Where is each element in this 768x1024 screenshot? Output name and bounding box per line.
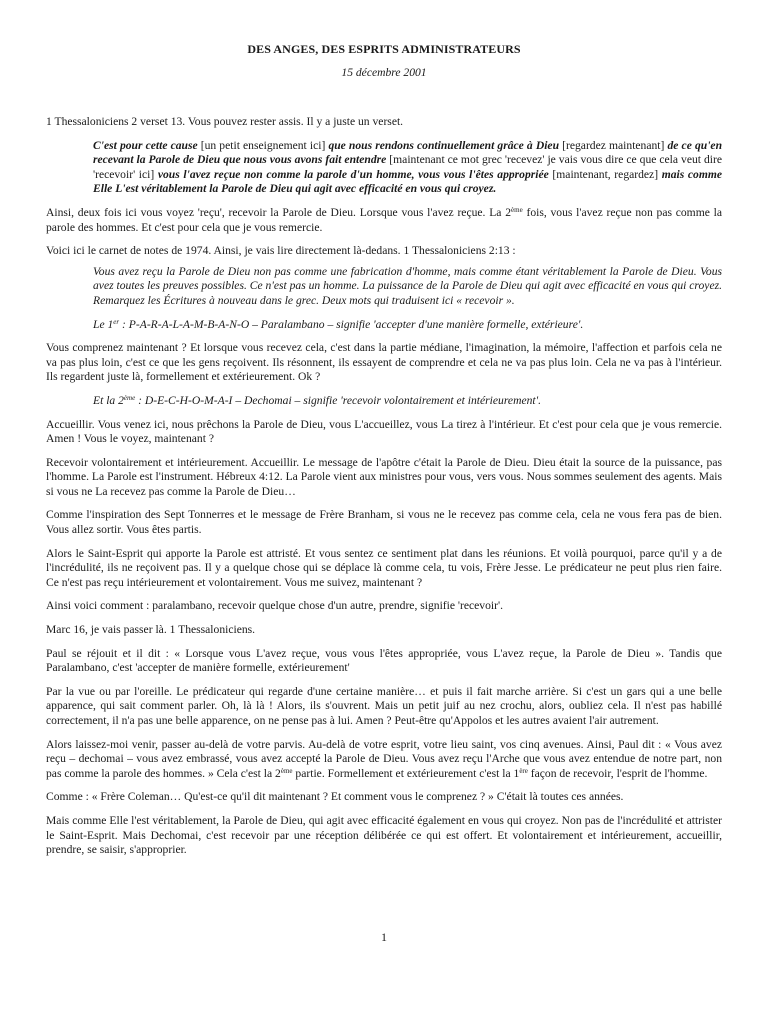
document-title: DES ANGES, DES ESPRITS ADMINISTRATEURS bbox=[247, 42, 521, 56]
paragraph: Recevoir volontairement et intérieurement. Accueillir. Le message de l'apôtre c'était la Parole de Dieu. Dieu était la source de la puissance, pas l'homme. La Parole est l'instrument. Hébreux 4:12. La Parole vient aux ministres pour vous, vers vous. Nous sommes seulement des agents. Mais si vous ne La recevez pas comme la Parole de Dieu… bbox=[46, 455, 722, 498]
paragraph: Ainsi voici comment : paralambano, recevoir quelque chose d'un autre, prendre, signifie 'recevoir'. bbox=[46, 599, 503, 613]
paragraph: Vous comprenez maintenant ? Et lorsque vous recevez cela, c'est dans la partie médiane, l'imagination, la mémoire, l'affection et parfois cela ne va pas plus loin, c'est ce que les gens reçoivent. Ils résonnent, ils essayent de comprendre et cela ne va pas plus loin. Cela ne va pas à l'intérieur. Ils regardent juste là, formellement et extérieurement. Ok ? bbox=[46, 341, 722, 384]
page-number: 1 bbox=[381, 930, 387, 944]
notebook-quote: Vous avez reçu la Parole de Dieu non pas comme une fabrication d'homme, mais comme étant véritablement la Parole de Dieu. Vous avez toutes les preuves possibles. Ce n'est pas un homme. La puissance de la Parole de Dieu qui agit avec efficacité en vous qui croyez. Remarquez les Écritures à nouveau dans le grec. Deux mots qui traduisent ici « recevoir ». bbox=[93, 264, 722, 307]
notebook-quote: Le 1er : P-A-R-A-L-A-M-B-A-N-O – Paralambano – signifie 'accepter d'une manière formelle, extérieure'. bbox=[93, 317, 584, 331]
paragraph: Comme : « Frère Coleman… Qu'est-ce qu'il dit maintenant ? Et comment vous le comprenez ? » C'était là toutes ces années. bbox=[46, 790, 624, 804]
document-body bbox=[46, 115, 722, 867]
paragraph: 1 Thessaloniciens 2 verset 13. Vous pouvez rester assis. Il y a juste un verset. bbox=[46, 115, 404, 128]
paragraph: Alors laissez-moi venir, passer au-delà de votre parvis. Au-delà de votre esprit, votre lieu saint, vos cinq avenues. Ainsi, Paul dit : « Vous avez reçu – dechomai – vous avez embrassé, vous avez accepté la Parole de Dieu. Vous avez reçu l'Arche que vous avez entendue de notre part, non pas comme la parole des hommes. » Cela c'est la 2ème partie. Formellement et extérieurement c'est la 1ère façon de recevoir, l'esprit de l'homme. bbox=[46, 737, 722, 780]
paragraph: Voici ici le carnet de notes de 1974. Ainsi, je vais lire directement là-dedans. 1 Thessaloniciens 2:13 : bbox=[46, 244, 516, 258]
paragraph: Alors le Saint-Esprit qui apporte la Parole est attristé. Et vous sentez ce sentiment plat dans les réunions. Et voilà pourquoi, parce qu'il y a de l'incrédulité, ils ne reçoivent pas. Il y a quelque chose qui se déplace là comme cela, tu vois, Frère Jesse. Le prédicateur ne peut plus rien faire. Ce n'est pas reçu intérieurement et volontairement. Vous me suivez, maintenant ? bbox=[46, 546, 722, 589]
paragraph: Comme l'inspiration des Sept Tonnerres et le message de Frère Branham, si vous ne le recevez pas comme cela, cela ne vous fera pas de bien. Vous allez sortir. Vous êtes partis. bbox=[46, 508, 722, 537]
document-date: 15 décembre 2001 bbox=[341, 66, 427, 79]
paragraph: Marc 16, je vais passer là. 1 Thessaloniciens. bbox=[46, 623, 256, 637]
paragraph: Accueillir. Vous venez ici, nous prêchons la Parole de Dieu, vous L'accueillez, vous La tirez à l'intérieur. Et c'est pour cela que je vous remercie. Amen ! Vous le voyez, maintenant ? bbox=[46, 417, 722, 446]
scripture-quote: C'est pour cette cause [un petit enseignement ici] que nous rendons continuellement grâce à Dieu [regardez maintenant] de ce qu'en recevant la Parole de Dieu que nous vous avons fait entendre [maintenant ce mot grec 'recevez' je vais vous dire ce que cela veut dire 'recevoir' ici] vous l'avez reçue non comme la parole d'un homme, vous vous l'êtes appropriée [maintenant, regardez] mais comme Elle L'est véritablement la Parole de Dieu qui agit avec efficacité en vous qui croyez. bbox=[93, 138, 723, 196]
paragraph: Mais comme Elle l'est véritablement, la Parole de Dieu, qui agit avec efficacité également en vous qui croyez. Non pas de l'incrédulité et attrister le Saint-Esprit. Mais Dechomai, c'est recevoir par une réception délibérée ce qui est offert. Et volontairement et intérieurement, accueillir, prendre, se saisir, s'approprier. bbox=[46, 813, 722, 857]
paragraph: Paul se réjouit et il dit : « Lorsque vous L'avez reçue, vous vous l'êtes appropriée, vous L'avez reçue, la Parole de Dieu ». Tandis que Paralambano, c'est 'accepter de manière formelle, extérieurement' bbox=[46, 646, 722, 675]
paragraph: Ainsi, deux fois ici vous voyez 'reçu', recevoir la Parole de Dieu. Lorsque vous l'avez reçue. La 2ème fois, vous l'avez reçue non pas comme la parole des hommes. Et c'est pour cela que je vous remercie. bbox=[46, 205, 723, 234]
notebook-quote: Et la 2ème : D-E-C-H-O-M-A-I – Dechomai – signifie 'recevoir volontairement et intérieurement'. bbox=[93, 393, 541, 407]
paragraph: Par la vue ou par l'oreille. Le prédicateur qui regarde d'une certaine manière… et puis il fait marche arrière. Si c'est un gars qui a une belle apparence, qui sait comment parler. Oh, là là ! Alors, ils s'ouvrent. Mais un petit juif au nez crochu, alors, oubliez cela. Il n'est pas habillé correctement, il n'a pas une belle apparence, on ne pense pas à lui. Amen ? Peut-être qu'Appolos et les autres avaient l'air autrement. bbox=[46, 684, 722, 727]
